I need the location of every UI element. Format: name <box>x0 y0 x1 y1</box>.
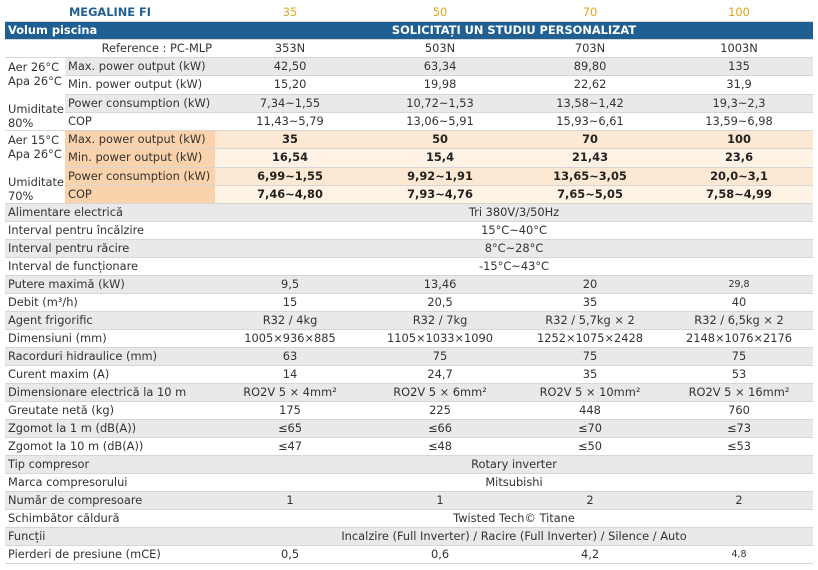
spec-label: Interval pentru încălzire <box>5 222 215 240</box>
spec-label: Dimensiuni (mm) <box>5 330 215 348</box>
performance-value: 7,46~4,80 <box>215 185 365 203</box>
reference-value: 1003N <box>665 40 813 58</box>
spec-value: 4,8 <box>665 546 813 564</box>
spec-value: 2 <box>515 492 665 510</box>
spec-row <box>5 402 813 420</box>
spec-row <box>5 438 813 456</box>
condition-line: Apa 26°C <box>8 147 62 161</box>
spec-row <box>5 240 813 258</box>
spec-value: 24,7 <box>365 366 515 384</box>
spec-label: Zgomot la 10 m (dB(A)) <box>5 438 215 456</box>
spec-label: Interval pentru răcire <box>5 240 215 258</box>
spec-value: Rotary inverter <box>215 456 813 474</box>
spec-label: Funcții <box>5 528 215 546</box>
performance-label: Max. power output (kW) <box>65 131 215 149</box>
spec-row <box>5 204 813 222</box>
performance-value: 11,43~5,79 <box>215 112 365 130</box>
spec-value: 14 <box>215 366 365 384</box>
reference-value: 503N <box>365 40 515 58</box>
spec-label: Dimensionare electrică la 10 m <box>5 384 215 402</box>
performance-label: COP <box>65 112 215 130</box>
spec-value: ≤73 <box>665 420 813 438</box>
spec-row <box>5 384 813 402</box>
spec-value: 760 <box>665 402 813 420</box>
spec-value: ≤66 <box>365 420 515 438</box>
reference-label: Reference : PC-MLP <box>5 40 215 58</box>
spec-label: Agent frigorific <box>5 312 215 330</box>
spec-label: Număr de compresoare <box>5 492 215 510</box>
condition-line <box>8 161 62 175</box>
performance-value: 22,62 <box>515 76 665 94</box>
condition-line: Umiditate <box>8 175 64 189</box>
spec-row <box>5 528 813 546</box>
performance-value: 13,59~6,98 <box>665 112 813 130</box>
spec-value: 175 <box>215 402 365 420</box>
spec-label: Curent maxim (A) <box>5 366 215 384</box>
model-35: 35 <box>215 4 365 22</box>
spec-label: Tip compresor <box>5 456 215 474</box>
spec-row <box>5 474 813 492</box>
performance-value: 15,4 <box>365 149 515 167</box>
spec-value: R32 / 4kg <box>215 312 365 330</box>
spec-label: Schimbător căldură <box>5 510 215 528</box>
spec-value: 13,46 <box>365 276 515 294</box>
performance-value: 10,72~1,53 <box>365 94 515 112</box>
spec-value: 1105×1033×1090 <box>365 330 515 348</box>
performance-value: 7,65~5,05 <box>515 185 665 203</box>
spec-value: 448 <box>515 402 665 420</box>
spec-value: 1 <box>365 492 515 510</box>
spec-value: Tri 380V/3/50Hz <box>215 204 813 222</box>
model-100: 100 <box>665 4 813 22</box>
performance-value: 42,50 <box>215 58 365 76</box>
spec-value: R32 / 6,5kg × 2 <box>665 312 813 330</box>
performance-row <box>5 167 813 185</box>
spec-value: 75 <box>515 348 665 366</box>
reference-value: 353N <box>215 40 365 58</box>
performance-row <box>5 76 813 94</box>
performance-value: 50 <box>365 131 515 149</box>
performance-value: 15,93~6,61 <box>515 112 665 130</box>
spec-value: ≤48 <box>365 438 515 456</box>
spec-value: 15 <box>215 294 365 312</box>
spec-value: 8°C~28°C <box>215 240 813 258</box>
spec-value: 40 <box>665 294 813 312</box>
spec-value: RO2V 5 × 6mm² <box>365 384 515 402</box>
performance-row <box>5 94 813 112</box>
spec-value: 63 <box>215 348 365 366</box>
spec-value: ≤70 <box>515 420 665 438</box>
spec-value: R32 / 5,7kg × 2 <box>515 312 665 330</box>
spec-value: -15°C~43°C <box>215 258 813 276</box>
spec-value: 53 <box>665 366 813 384</box>
model-50: 50 <box>365 4 515 22</box>
spec-label: Alimentare electrică <box>5 204 215 222</box>
condition-line: Umiditate <box>8 102 64 116</box>
performance-value: 20,0~3,1 <box>665 167 813 185</box>
specs-table <box>5 4 813 564</box>
model-70: 70 <box>515 4 665 22</box>
volum-label: Volum piscina <box>5 22 215 40</box>
spec-row <box>5 294 813 312</box>
performance-value: 89,80 <box>515 58 665 76</box>
spec-value: RO2V 5 × 4mm² <box>215 384 365 402</box>
spec-value: R32 / 7kg <box>365 312 515 330</box>
performance-value: 19,98 <box>365 76 515 94</box>
header-row <box>5 4 813 22</box>
performance-value: 7,34~1,55 <box>215 94 365 112</box>
spec-value: 2 <box>665 492 813 510</box>
performance-row <box>5 149 813 167</box>
reference-value: 703N <box>515 40 665 58</box>
performance-value: 6,99~1,55 <box>215 167 365 185</box>
spec-row <box>5 312 813 330</box>
performance-label: COP <box>65 185 215 203</box>
condition-group <box>5 58 65 131</box>
spec-row <box>5 510 813 528</box>
spec-value: 2148×1076×2176 <box>665 330 813 348</box>
performance-label: Min. power output (kW) <box>65 76 215 94</box>
performance-value: 23,6 <box>665 149 813 167</box>
spec-row <box>5 420 813 438</box>
performance-value: 21,43 <box>515 149 665 167</box>
spec-value: 15°C~40°C <box>215 222 813 240</box>
performance-value: 16,54 <box>215 149 365 167</box>
spec-value: 29,8 <box>665 276 813 294</box>
performance-value: 13,58~1,42 <box>515 94 665 112</box>
spec-value: 0,5 <box>215 546 365 564</box>
performance-value: 7,58~4,99 <box>665 185 813 203</box>
spec-value: ≤65 <box>215 420 365 438</box>
spec-row <box>5 456 813 474</box>
condition-line: Aer 26°C <box>8 60 60 74</box>
performance-row <box>5 112 813 130</box>
spec-label: Pierderi de presiune (mCE) <box>5 546 215 564</box>
performance-value: 7,93~4,76 <box>365 185 515 203</box>
reference-row <box>5 40 813 58</box>
spec-value: 9,5 <box>215 276 365 294</box>
spec-value: ≤53 <box>665 438 813 456</box>
spec-value: 35 <box>515 294 665 312</box>
volum-row <box>5 22 813 40</box>
condition-line: 70% <box>8 189 34 203</box>
performance-value: 19,3~2,3 <box>665 94 813 112</box>
spec-value: RO2V 5 × 10mm² <box>515 384 665 402</box>
spec-value: 4,2 <box>515 546 665 564</box>
performance-value: 100 <box>665 131 813 149</box>
spec-label: Zgomot la 1 m (dB(A)) <box>5 420 215 438</box>
spec-label: Greutate netă (kg) <box>5 402 215 420</box>
performance-value: 13,65~3,05 <box>515 167 665 185</box>
spec-value: ≤50 <box>515 438 665 456</box>
spec-value: 1 <box>215 492 365 510</box>
performance-row <box>5 58 813 76</box>
spec-label: Debit (m³/h) <box>5 294 215 312</box>
spec-row <box>5 366 813 384</box>
spec-value: 75 <box>665 348 813 366</box>
spec-value: 20,5 <box>365 294 515 312</box>
spec-value: 20 <box>515 276 665 294</box>
spec-value: RO2V 5 × 16mm² <box>665 384 813 402</box>
spec-label: Racorduri hidraulice (mm) <box>5 348 215 366</box>
spec-label: Putere maximă (kW) <box>5 276 215 294</box>
spec-row <box>5 546 813 564</box>
performance-label: Power consumption (kW) <box>65 167 215 185</box>
performance-label: Min. power output (kW) <box>65 149 215 167</box>
spec-row <box>5 276 813 294</box>
spec-value: 0,6 <box>365 546 515 564</box>
spec-row <box>5 222 813 240</box>
spec-row <box>5 492 813 510</box>
spec-value: 225 <box>365 402 515 420</box>
performance-value: 63,34 <box>365 58 515 76</box>
spec-label: Marca compresorului <box>5 474 215 492</box>
spec-value: Incalzire (Full Inverter) / Racire (Full Inverter) / Silence / Auto <box>215 528 813 546</box>
spec-label: Interval de funcționare <box>5 258 215 276</box>
performance-label: Max. power output (kW) <box>65 58 215 76</box>
spec-value: ≤47 <box>215 438 365 456</box>
performance-value: 31,9 <box>665 76 813 94</box>
condition-line: Apa 26°C <box>8 74 62 88</box>
spec-value: 1252×1075×2428 <box>515 330 665 348</box>
performance-value: 135 <box>665 58 813 76</box>
performance-value: 9,92~1,91 <box>365 167 515 185</box>
spec-value: 1005×936×885 <box>215 330 365 348</box>
product-title: MEGALINE FI <box>5 4 215 22</box>
spec-row <box>5 348 813 366</box>
spec-value: 35 <box>515 366 665 384</box>
performance-value: 70 <box>515 131 665 149</box>
spec-value: 75 <box>365 348 515 366</box>
spec-row <box>5 330 813 348</box>
condition-line <box>8 88 62 102</box>
condition-group <box>5 131 65 204</box>
performance-value: 35 <box>215 131 365 149</box>
spec-value: Mitsubishi <box>215 474 813 492</box>
volum-value: SOLICITAȚI UN STUDIU PERSONALIZAT <box>215 22 813 40</box>
performance-row <box>5 131 813 149</box>
performance-value: 15,20 <box>215 76 365 94</box>
condition-line: 80% <box>8 116 34 130</box>
condition-line: Aer 15°C <box>8 133 60 147</box>
performance-label: Power consumption (kW) <box>65 94 215 112</box>
spec-value: Twisted Tech© Titane <box>215 510 813 528</box>
performance-value: 13,06~5,91 <box>365 112 515 130</box>
spec-row <box>5 258 813 276</box>
performance-row <box>5 185 813 203</box>
